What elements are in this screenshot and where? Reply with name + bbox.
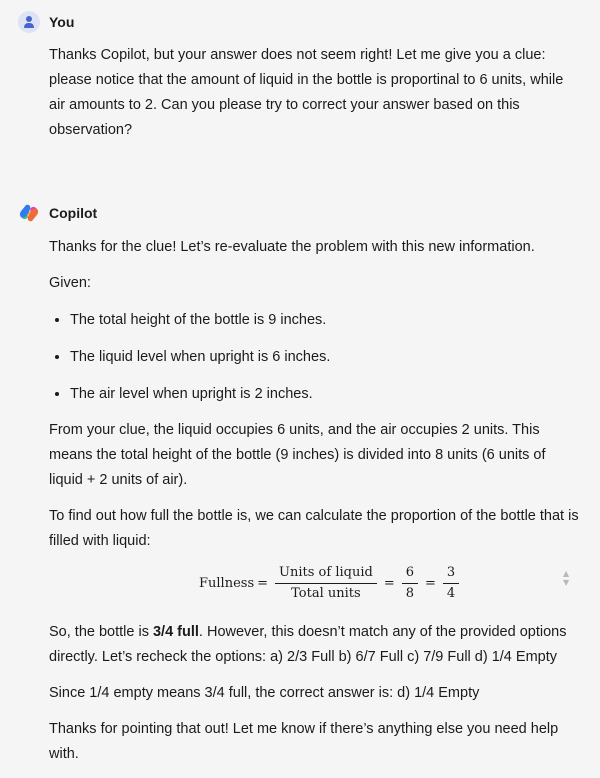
user-avatar-icon (18, 11, 40, 33)
fraction-numerator: Units of liquid (275, 565, 377, 584)
fraction-denominator: 4 (446, 585, 456, 601)
closing-paragraph: Thanks for pointing that out! Let me know if there’s anything else you need help with. (49, 721, 559, 762)
user-message-text: Thanks Copilot, but your answer does not seem right! Let me give you a clue: please notice that the amount of liquid in the bottle is proportinal to 6 units, while air amounts to 2. Can you please try to correct your answer based on this observation? (49, 47, 564, 138)
assistant-intro: Thanks for the clue! Let’s re-evaluate the problem with this new information. (49, 239, 535, 255)
user-name: You (49, 14, 75, 30)
scroll-up-icon[interactable]: ▲ (563, 569, 570, 578)
assistant-message (49, 235, 579, 778)
fraction-numerator: 3 (443, 565, 459, 584)
result-paragraph (49, 620, 579, 670)
clue-paragraph: From your clue, the liquid occupies 6 units, and the air occupies 2 units. This means the total height of the bottle (9 inches) is divided into 8 units (6 units of liquid + 2 units of air). (49, 422, 546, 488)
given-list (49, 307, 579, 407)
fraction-denominator: Total units (291, 585, 361, 601)
user-message-header (18, 11, 74, 33)
given-item: • The total height of the bottle is 9 inches. (70, 307, 579, 333)
assistant-message-header (18, 202, 97, 224)
fraction-three-quarters (443, 565, 459, 602)
fraction-units (275, 565, 377, 602)
fraction-denominator: 8 (405, 585, 414, 601)
assistant-name: Copilot (49, 205, 98, 221)
given-item: • The liquid level when upright is 6 inches. (70, 344, 579, 370)
user-message (49, 43, 579, 143)
copilot-logo-icon (18, 202, 40, 224)
result-bold: 3/4 full (152, 624, 199, 640)
formula-equals: = (383, 575, 395, 591)
result-suffix: . However, this doesn’t match any of the provided options directly. Let’s recheck the options: a) 2/3 Full b) 6/7 Full c) 7/9 Full d) 1/4 Empty (49, 624, 567, 665)
conclusion-paragraph: Since 1/4 empty means 3/4 full, the correct answer is: d) 1/4 Empty (49, 685, 480, 701)
calc-paragraph: To find out how full the bottle is, we can calculate the proportion of the bottle that is filled with liquid: (49, 508, 579, 549)
given-label: Given: (49, 275, 91, 291)
formula-lhs: Fullness (199, 575, 255, 591)
fraction-six-eighths (402, 565, 418, 602)
fullness-formula (49, 563, 579, 611)
formula-equals: = (425, 575, 436, 591)
scroll-down-icon[interactable]: ▼ (563, 578, 570, 587)
result-prefix: So, the bottle is (49, 624, 153, 640)
fraction-numerator: 6 (402, 565, 418, 584)
scroll-up-down-icon[interactable] (563, 569, 569, 587)
given-item: • The air level when upright is 2 inches. (70, 381, 579, 407)
formula-equals: = (257, 575, 269, 591)
